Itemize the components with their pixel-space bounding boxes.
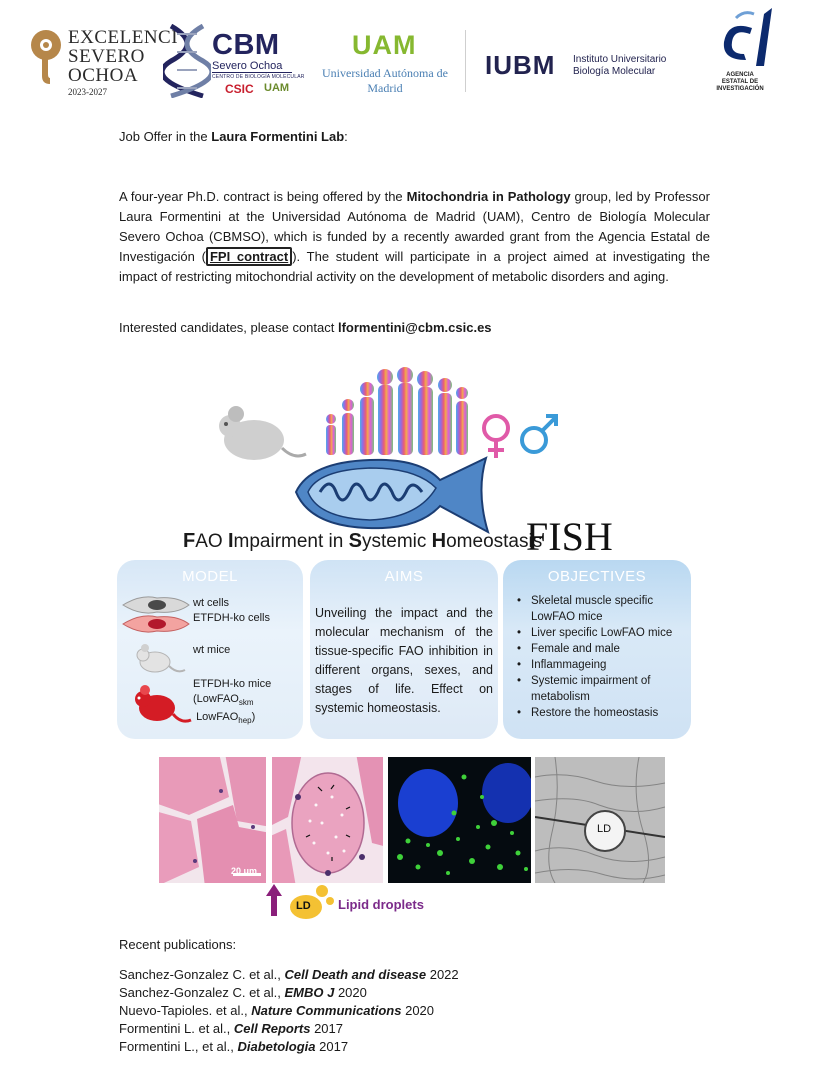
pub-year: 2022	[426, 967, 459, 982]
lowfao-hep-label: LowFAO$_{hep}$)	[196, 711, 256, 726]
iubm-logo: IUBM	[485, 50, 556, 80]
aims-panel-title: AIMS	[384, 568, 424, 585]
ko-mice-label	[193, 677, 271, 728]
contact-line	[119, 318, 710, 338]
lowfao-prefix-1: LowFAO	[196, 693, 239, 705]
offer-prefix: Job Offer in the	[119, 129, 212, 144]
job-description	[119, 187, 710, 287]
publications-heading: Recent publications:	[119, 937, 237, 952]
lowfao-sub-hep: hep	[238, 716, 252, 726]
title-cap-i: I	[227, 530, 234, 552]
pub-year: 2020	[401, 1003, 435, 1018]
pub-authors: Formentini L., et al.,	[119, 1039, 238, 1054]
publication-item	[119, 984, 459, 1002]
aims-panel	[310, 560, 498, 739]
publication-item	[119, 1020, 459, 1038]
pub-journal: Cell Death and disease	[284, 967, 427, 982]
pub-authors: Sanchez-Gonzalez C. et al.,	[119, 967, 285, 982]
pub-year: 2017	[310, 1021, 344, 1036]
people-life-stages-icon	[320, 367, 470, 457]
pub-journal: EMBO J	[284, 985, 335, 1000]
severo-ochoa-logo-text	[68, 28, 178, 98]
objective-item: • Skeletal muscle specific LowFAO mice	[517, 593, 687, 625]
title-cap-h: H	[431, 530, 447, 552]
aei-line3: INVESTIGACIÓN	[716, 86, 764, 92]
upward-arrow-icon	[266, 884, 282, 916]
publication-item	[119, 1038, 459, 1056]
objective-item: • Systemic impairment of metabolism	[517, 673, 687, 705]
publications-list	[119, 966, 459, 1056]
uam-name: Universidad Autónoma de Madrid	[322, 66, 448, 95]
ld-badge-text: LD	[296, 900, 311, 912]
dna-helix-icon	[163, 24, 211, 98]
mitochondria-fish-icon	[290, 452, 496, 540]
pub-journal: Diabetologia	[237, 1039, 316, 1054]
description-part-b: group, led by Professor Laura Formentini at the Universidad Autónoma de Madrid (UAM), Centro de Biología Molecular Severo Ochoa (CBMSO), which is funded by a recently awarded grant from the Agencia Estatal de Investigación (	[119, 189, 710, 264]
uam-logo: UAM	[352, 30, 417, 60]
fpi-contract-link[interactable]: FPI contract	[206, 247, 292, 266]
muscle-histology-ko-image	[272, 757, 383, 883]
lowfao-sub-skm: skm	[238, 698, 254, 708]
pub-authors: Nuevo-Tapioles. et al.,	[119, 1003, 252, 1018]
objectives-panel	[503, 560, 691, 739]
pub-authors: Formentini L. et al.,	[119, 1021, 234, 1036]
title-rest-h: omeostasis	[446, 531, 543, 552]
title-cap-f: F	[183, 530, 196, 552]
publication-item	[119, 966, 459, 984]
aei-emblem-icon	[710, 6, 776, 72]
severo-ochoa-line2: SEVERO	[68, 46, 145, 67]
iubm-subtitle	[573, 54, 666, 78]
cbm-tiny-text: CENTRO DE BIOLOGÍA MOLECULAR	[212, 74, 305, 80]
contact-email[interactable]: lformentini@cbm.csic.es	[337, 320, 492, 335]
offer-suffix: :	[344, 129, 348, 144]
model-panel	[117, 560, 303, 739]
group-name: Mitochondria in Pathology	[406, 189, 571, 204]
iubm-line1: Instituto Universitario	[573, 54, 667, 65]
wt-mice-label: wt mice	[193, 644, 231, 656]
logo-divider	[465, 30, 466, 92]
objective-item: • Liver specific LowFAO mice	[517, 625, 687, 641]
aei-text	[712, 72, 768, 93]
lipid-droplets-label: Lipid droplets	[338, 897, 424, 912]
pub-year: 2020	[334, 985, 367, 1000]
publication-item	[119, 1002, 459, 1020]
fish-acronym: FISH	[526, 514, 613, 559]
wt-mouse-icon	[133, 642, 187, 676]
description-part-c: ). The student will participate in a project aimed at investigating the impact of restricting mitochondrial activity on the development of metabolic disorders and aging.	[119, 249, 711, 284]
ko-cell-icon	[121, 613, 191, 635]
lowfao-prefix-2: LowFAO	[196, 711, 239, 724]
cbm-subtitle: Severo Ochoa	[212, 60, 283, 72]
cbm-divider	[212, 72, 292, 73]
electron-micrograph-image	[535, 757, 665, 883]
ko-cells-label: ETFDH-ko cells	[193, 612, 271, 624]
model-panel-title: MODEL	[182, 568, 238, 585]
muscle-histology-wt-image	[159, 757, 266, 883]
lowfao-skm-label: (LowFAO$_{skm}$	[193, 693, 254, 708]
objective-item: • Female and male	[517, 641, 687, 657]
lab-name: Laura Formentini Lab	[211, 129, 345, 144]
scale-bar-label: 20 μm	[231, 866, 258, 876]
ko-mice-name: ETFDH-ko mice	[193, 678, 272, 690]
description-part-a: A four-year Ph.D. contract is being offered by the	[119, 189, 407, 204]
title-rest-i: mpairment in	[233, 531, 349, 552]
pub-year: 2017	[315, 1039, 349, 1054]
wt-cells-label: wt cells	[193, 597, 230, 609]
contact-prefix: Interested candidates, please contact	[119, 320, 338, 335]
objective-item: • Restore the homeostasis	[517, 705, 687, 721]
pub-journal: Nature Communications	[251, 1003, 402, 1018]
pub-authors: Sanchez-Gonzalez C. et al.,	[119, 985, 285, 1000]
severo-ochoa-emblem-icon	[28, 28, 64, 90]
pub-journal: Cell Reports	[233, 1021, 311, 1036]
fluorescence-image	[388, 757, 531, 883]
figure-title	[183, 530, 542, 553]
aims-text: Unveiling the impact and the molecular mechanism of the tissue-specific FAO inhibition in different organs, sexes, and stages of life. Effect on systemic homeostasis.	[315, 606, 493, 715]
objectives-list	[517, 593, 687, 721]
title-cap-s: S	[348, 530, 362, 552]
title-rest-f: AO	[195, 531, 228, 552]
iubm-line2: Biología Molecular	[573, 66, 656, 77]
severo-ochoa-years: 2023-2027	[68, 87, 107, 97]
objectives-panel-title: OBJECTIVES	[547, 568, 647, 585]
severo-ochoa-line3: OCHOA	[68, 65, 139, 86]
severo-ochoa-line1: EXCELENCI	[68, 27, 179, 48]
header-logos	[0, 0, 828, 110]
objective-item: • Inflammageing	[517, 657, 687, 673]
cbm-title: CBM	[212, 29, 280, 61]
cbm-csic: CSIC	[225, 82, 254, 96]
job-offer-heading	[119, 127, 710, 147]
aei-line1: AGENCIA	[726, 72, 754, 78]
ko-mouse-icon	[131, 684, 193, 726]
em-ld-label: LD	[597, 823, 612, 835]
aei-line2: ESTATAL DE	[721, 79, 759, 85]
title-rest-s: ystemic	[361, 531, 432, 552]
cbm-uam: UAM	[264, 82, 290, 94]
